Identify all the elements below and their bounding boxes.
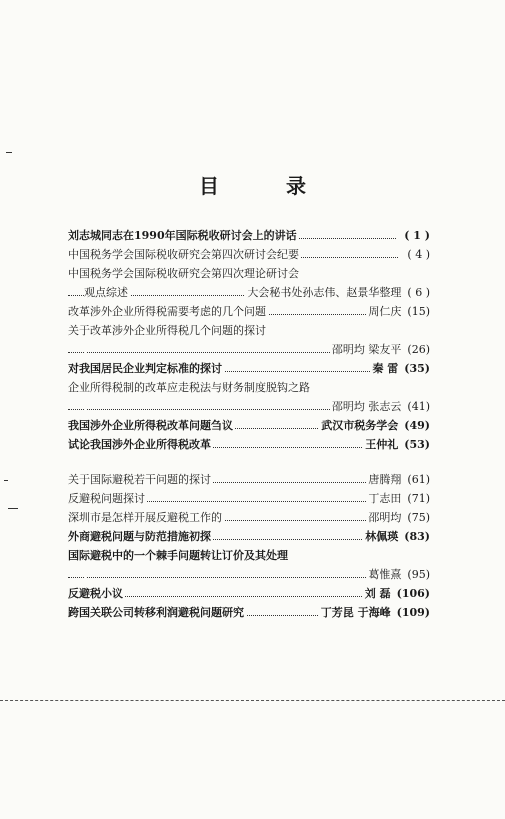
toc-entry[interactable] [68, 603, 430, 622]
toc-entry-tail [330, 397, 430, 416]
toc-entry[interactable] [68, 245, 430, 264]
toc-entry-author: 王仲礼 [365, 438, 399, 451]
table-of-contents [68, 226, 430, 622]
toc-entry-tail [399, 245, 430, 264]
toc-entry-page: (71) [407, 492, 430, 505]
toc-entry-page: ( 4 ) [407, 248, 430, 261]
toc-entry-title: 改革涉外企业所得税需要考虑的几个问题 [68, 305, 266, 318]
toc-entry-author: 邵明均 张志云 [331, 400, 402, 413]
toc-entry-title: 我国涉外企业所得税改革问题刍议 [68, 419, 233, 432]
toc-entry-author: 大会秘书处孙志伟、赵景华整理 [247, 286, 402, 299]
toc-entry-author: 林佩瑛 [365, 530, 399, 543]
toc-entry-tail [363, 584, 430, 603]
toc-entry[interactable] [68, 489, 430, 508]
toc-group [68, 470, 430, 622]
toc-entry-page: (15) [407, 305, 430, 318]
toc-entry[interactable] [68, 264, 430, 283]
toc-entry-tail [366, 470, 430, 489]
toc-entry[interactable] [68, 470, 430, 489]
toc-entry-title [84, 343, 86, 356]
toc-entry[interactable] [68, 508, 430, 527]
toc-entry-title: 反避税问题探讨 [68, 492, 145, 505]
toc-entry-author: 葛惟熹 [368, 568, 402, 581]
toc-entry-tail [245, 283, 430, 302]
toc-entry-title: 企业所得税制的改革应走税法与财务制度脱钩之路 [68, 381, 310, 394]
toc-entry[interactable] [68, 416, 430, 435]
scan-mark [4, 480, 8, 481]
toc-entry-page: (26) [407, 343, 430, 356]
toc-entry-title [84, 400, 86, 413]
toc-entry-title: 对我国居民企业判定标准的探讨 [68, 362, 222, 375]
toc-entry-tail [330, 340, 430, 359]
toc-entry-page: (106) [396, 587, 430, 600]
toc-entry-page: (95) [407, 568, 430, 581]
toc-entry-title: 关于改革涉外企业所得税几个问题的探讨 [68, 324, 266, 337]
toc-entry-page: ( 1 ) [404, 229, 430, 242]
toc-entry-page: (35) [404, 362, 430, 375]
toc-entry-author: 邵明均 [368, 511, 402, 524]
toc-entry[interactable] [68, 546, 430, 565]
page-title: 目 录 [199, 174, 336, 198]
toc-entry-author: 秦 雷 [372, 362, 399, 375]
toc-entry[interactable] [68, 359, 430, 378]
toc-entry-page: (53) [404, 438, 430, 451]
toc-entry-tail [370, 359, 430, 378]
toc-entry-title: 中国税务学会国际税收研究会第四次研讨会纪要 [68, 248, 299, 261]
page-bottom-rule [0, 700, 505, 702]
toc-entry[interactable] [68, 397, 430, 416]
toc-entry-author: 武汉市税务学会 [321, 419, 399, 432]
toc-entry-tail [366, 302, 430, 321]
toc-entry-author: 丁芳昆 于海峰 [320, 606, 391, 619]
toc-entry-page: (61) [407, 473, 430, 486]
toc-entry-title: 外商避税问题与防范措施初探 [68, 530, 211, 543]
toc-entry-tail [366, 565, 430, 584]
scan-mark [6, 152, 12, 153]
toc-entry-tail [319, 416, 430, 435]
toc-entry-author: 周仁庆 [368, 305, 402, 318]
toc-entry-tail [363, 435, 430, 454]
scan-mark [8, 508, 18, 509]
toc-entry-page: (49) [404, 419, 430, 432]
toc-entry-page: (83) [404, 530, 430, 543]
toc-entry[interactable] [68, 321, 430, 340]
toc-entry[interactable] [68, 584, 430, 603]
toc-entry-title: 国际避税中的一个棘手问题转让订价及其处理 [68, 549, 288, 562]
toc-entry[interactable] [68, 283, 430, 302]
toc-entry-title [84, 568, 86, 581]
toc-entry-tail [319, 603, 430, 622]
toc-entry[interactable] [68, 527, 430, 546]
toc-entry-title: 试论我国涉外企业所得税改革 [68, 438, 211, 451]
toc-entry-author: 刘 磊 [364, 587, 391, 600]
toc-entry-page: (41) [407, 400, 430, 413]
toc-entry[interactable] [68, 340, 430, 359]
toc-entry[interactable] [68, 378, 430, 397]
toc-entry-title: 中国税务学会国际税收研究会第四次理论研讨会 [68, 267, 299, 280]
toc-entry[interactable] [68, 565, 430, 584]
toc-entry-page: (75) [407, 511, 430, 524]
toc-entry-tail [363, 527, 430, 546]
toc-entry-author: 丁志田 [368, 492, 402, 505]
toc-entry-title: 反避税小议 [68, 587, 123, 600]
toc-entry-tail [366, 508, 430, 527]
toc-entry-title: 观点综述 [84, 286, 128, 299]
toc-entry-title: 关于国际避税若干问题的探讨 [68, 473, 211, 486]
toc-entry-title: 跨国关联公司转移利润避税问题研究 [68, 606, 244, 619]
toc-entry[interactable] [68, 226, 430, 245]
toc-entry[interactable] [68, 435, 430, 454]
toc-entry-title: 深圳市是怎样开展反避税工作的 [68, 511, 222, 524]
toc-entry-page: ( 6 ) [407, 286, 430, 299]
toc-entry[interactable] [68, 302, 430, 321]
toc-group [68, 226, 430, 454]
toc-entry-author: 邵明均 梁友平 [331, 343, 402, 356]
toc-entry-tail [396, 226, 430, 245]
toc-entry-author: 唐腾翔 [368, 473, 402, 486]
toc-entry-page: (109) [396, 606, 430, 619]
toc-entry-title: 刘志城同志在1990年国际税收研讨会上的讲话 [68, 229, 297, 242]
toc-entry-tail [366, 489, 430, 508]
